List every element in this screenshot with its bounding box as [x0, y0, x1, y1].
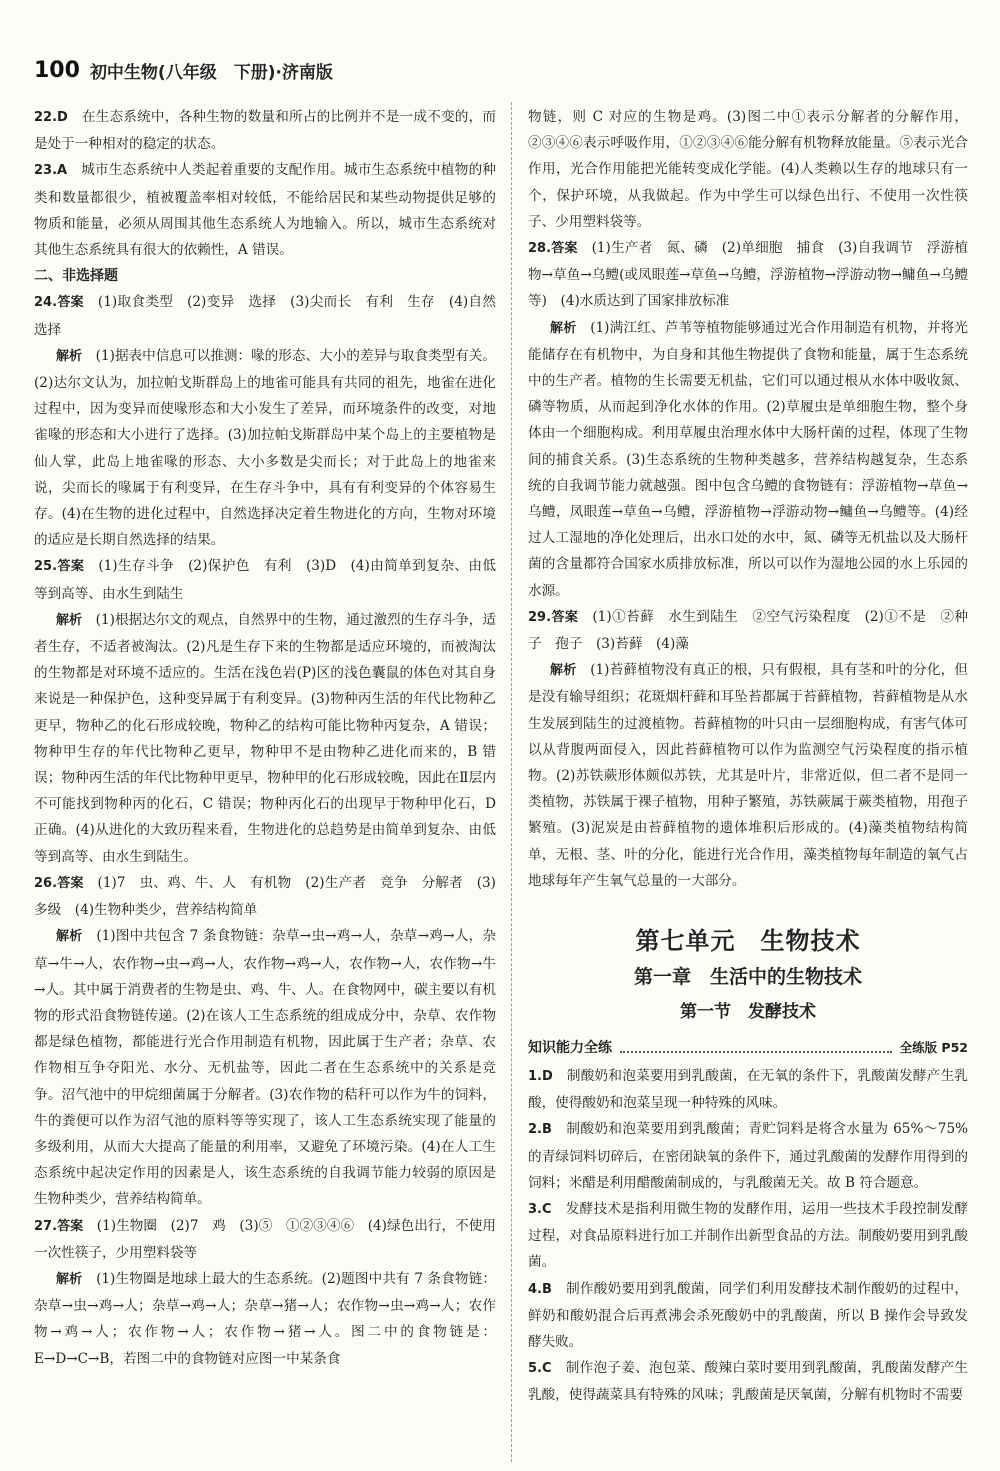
question-text: 制酸奶和泡菜要用到乳酸菌；青贮饲料是将含水量为 65%～75% 的青绿饲料切碎后，在密闭缺氧的条件下，通过乳酸菌的发酵作用得到的饲料；米醋是利用醋酸菌制成的，与乳酸菌无关。故 B 符合题意。	[528, 1121, 969, 1191]
question-27-analysis	[34, 1266, 496, 1372]
answer-text: (1)取食类型 (2)变异 选择 (3)尖而长 有利 生存 (4)自然选择	[34, 294, 496, 338]
section-title: 第一节 发酵技术	[680, 1001, 816, 1022]
section-heading: 二、非选择题	[34, 268, 118, 285]
page-number: 100	[34, 58, 80, 83]
question-28-analysis	[528, 315, 968, 604]
question-text: 制作泡子姜、泡包菜、酸辣白菜时要用到乳酸菌，乳酸菌发酵产生乳酸，使得蔬菜具有特殊的风味；乳酸菌是厌氧菌，分解有机物时不需要	[528, 1360, 968, 1404]
question-27-analysis-continued: 物链，则 C 对应的生物是鸡。(3)图二中①表示分解者的分解作用，②③④⑥表示呼吸作用，①②③④⑥能分解有机物释放能量。⑤表示光合作用，光合作用能把光能转变成化学能。(4)人类赖以生存的地球只有一个，保护环境，从我做起。作为中学生可以绿色出行、不使用一次性筷子、少用塑料袋等。	[528, 109, 968, 230]
question-number: 1.D	[528, 1068, 553, 1084]
question-25-answer	[34, 553, 496, 606]
question-number: 4.B	[528, 1281, 552, 1297]
question-number: 5.C	[528, 1361, 552, 1377]
question-28-answer	[528, 235, 968, 315]
question-number: 25.	[34, 559, 58, 575]
question-22	[34, 104, 496, 157]
knowledge-question-5	[528, 1355, 968, 1408]
question-27-answer	[34, 1213, 496, 1266]
question-number: 24.	[34, 295, 58, 311]
analysis-label: 解析	[56, 929, 83, 945]
question-number: 3.C	[528, 1201, 552, 1217]
question-25-analysis	[34, 607, 496, 870]
answer-label: 答案	[57, 875, 84, 891]
question-number: 27.	[34, 1218, 58, 1234]
question-text: 制作酸奶要用到乳酸菌，同学们利用发酵技术制作酸奶的过程中，鲜奶和酸奶混合后再煮沸会杀死酸奶中的乳酸菌，所以 B 操作会导致发酵失败。	[528, 1280, 969, 1350]
analysis-text: (1)生物圈是地球上最大的生态系统。(2)题图中共有 7 条食物链：杂草→虫→鸡→人；杂草→鸡→人；杂草→猪→人；农作物→虫→鸡→人；农作物→鸡→人；农作物→人；农作物→猪→人。图二中的食物链是：E→D→C→B，若图二中的食物链对应图一中某条食	[34, 1270, 496, 1367]
answer-text: (1)生产者 氮、磷 (2)单细胞 捕食 (3)自我调节 浮游植物→草鱼→乌鳢(或凤眼莲→草鱼→乌鳢，浮游植物→浮游动物→鳙鱼→乌鳢等) (4)水质达到了国家排放标准	[528, 240, 968, 310]
analysis-text: (1)根据达尔文的观点，自然界中的生物，通过激烈的生存斗争，适者生存，不适者被淘汰。(2)凡是生存下来的生物都是适应环境的，而被淘汰的生物都是对环境不适应的。生活在浅色岩(P)区的浅色囊鼠的体色对其自身来说是一种保护色，这种变异属于有利变异。(3)物种丙生活的年代比物种乙更早，物种乙的化石形成较晚，物种乙的结构可能比物种丙复杂，A 错误；物种甲生存的年代比物种乙更早，物种甲不是由物种乙进化而来的，B 错误；物种丙生活的年代比物种甲更早，物种甲的化石形成较晚，因此在Ⅱ层内不可能找到物种丙的化石，C 错误；物种丙化石的出现早于物种甲化石，D 正确。(4)从进化的大致历程来看，生物进化的总趋势是由简单到复杂、由低等到高等、由水生到陆生。	[34, 611, 497, 865]
unit-title: 第七单元 生物技术	[635, 927, 861, 956]
question-number: 23.A	[34, 163, 68, 179]
analysis-label: 解析	[56, 612, 83, 628]
analysis-text: (1)据表中信息可以推测：喙的形态、大小的差异与取食类型有关。(2)达尔文认为，加拉帕戈斯群岛上的地雀可能具有共同的祖先，地雀在进化过程中，因为变异而使喙形态和大小发生了差异，而环境条件的改变，对地雀喙的形态和大小进行了选择。(3)加拉帕戈斯群岛中某个岛上的主要植物是仙人掌，此岛上地雀喙的形态、大小多数是尖而长；对于此岛上的地雀来说，尖而长的喙属于有利变异，在生存斗争中，具有有利变异的个体容易生存。(4)在生物的进化过程中，自然选择决定着生物进化的方向，生物对环境的适应是长期自然选择的结果。	[34, 347, 497, 549]
question-number: 29.	[528, 609, 552, 625]
analysis-label: 解析	[550, 663, 577, 679]
answer-text: (1)生存斗争 (2)保护色 有利 (3)D (4)由简单到复杂、由低等到高等、由水生到陆生	[34, 558, 496, 602]
question-number: 28.	[528, 241, 552, 257]
answer-text: (1)①苔藓 水生到陆生 ②空气污染程度 (2)①不是 ②种子 孢子 (3)苔藓 (4)藻	[528, 608, 968, 653]
knowledge-question-2	[528, 1116, 968, 1196]
question-text: 在生态系统中，各种生物的数量和所占的比例并不是一成不变的，而是处于一种相对的稳定的状态。	[34, 109, 496, 153]
page-header	[34, 58, 333, 83]
question-29-answer	[528, 604, 968, 657]
question-text: 发酵技术是指利用微生物的发酵作用，运用一些技术手段控制发酵过程，对食品原料进行加工并制作出新型食品的方法。制酸奶要用到乳酸菌。	[528, 1200, 968, 1271]
knowledge-question-3	[528, 1196, 968, 1276]
answer-label: 答案	[551, 609, 579, 625]
question-29-analysis	[528, 657, 968, 894]
right-column	[528, 104, 968, 1409]
chapter-title: 第一章 生活中的生物技术	[633, 966, 862, 989]
analysis-text: (1)图中共包含 7 条食物链：杂草→虫→鸡→人，杂草→鸡→人，杂草→牛→人，农作物→虫→鸡→人，农作物→鸡→人，农作物→人，农作物→牛→人。其中属于消费者的生物是虫、鸡、牛、人。在食物网中，碳主要以有机物的形式沿食物链传递。(2)在该人工生态系统的组成成分中，杂草、农作物都是绿色植物，都能进行光合作用制造有机物，因此属于生产者；杂草、农作物相互争夺阳光、水分、无机盐等，因此二者在生态系统中的关系是竞争。沼气池中的甲烷细菌属于分解者。(3)农作物的秸秆可以作为牛的饲料，牛的粪便可以作为沼气池的原料等等实现了，该人工生态系统实现了能量的多级利用，从而大大提高了能量的利用率，又避免了环境污染。(4)在人工生态系统中起决定作用的因素是人，该生态系统的自我调节能力较弱的原因是生物种类少，营养结构简单。	[34, 928, 496, 1208]
question-text: 城市生态系统中人类起着重要的支配作用。城市生态系统中植物的种类和数量都很少，植被覆盖率相对较低，不能给居民和某些动物提供足够的物质和能量，必须从周围其他生态系统人为地输入。所以，城市生态系统对其他生态系统具有很大的依赖性，A 错误。	[34, 162, 496, 259]
column-divider	[511, 102, 512, 1462]
question-26-answer	[34, 870, 496, 923]
analysis-label: 解析	[550, 320, 577, 336]
knowledge-question-1	[528, 1063, 968, 1116]
answer-text: (1)生物圈 (2)7 鸡 (3)⑤ ①②③④⑥ (4)绿色出行，不使用一次性筷子，少用塑料袋等	[34, 1217, 497, 1261]
question-26-analysis	[34, 923, 496, 1212]
dotted-leader	[620, 1043, 892, 1053]
answer-label: 答案	[57, 295, 84, 311]
knowledge-practice-bar	[528, 1035, 968, 1061]
left-column	[34, 104, 496, 1372]
answer-label: 答案	[551, 241, 578, 257]
analysis-label: 解析	[56, 1271, 83, 1287]
analysis-label: 解析	[56, 348, 83, 364]
question-number: 22.D	[34, 110, 68, 125]
question-24-answer	[34, 289, 496, 342]
question-text: 制酸奶和泡菜要用到乳酸菌，在无氧的条件下，乳酸菌发酵产生乳酸，使得酸奶和泡菜呈现一种特殊的风味。	[528, 1067, 969, 1112]
analysis-text: (1)满江红、芦苇等植物能够通过光合作用制造有机物，并将光能储存在有机物中，为自身和其他生物提供了食物和能量，属于生态系统中的生产者。植物的生长需要无机盐，它们可以通过根从水体中吸收氮、磷等物质，从而起到净化水体的作用。(2)草履虫是单细胞生物，整个身体由一个细胞构成。利用草履虫治理水体中大肠杆菌的过程，体现了生物间的捕食关系。(3)生态系统的生物种类越多，营养结构越复杂，生态系统的自我调节能力就越强。图中包含乌鳢的食物链有：浮游植物→草鱼→乌鳢，凤眼莲→草鱼→乌鳢，浮游植物→浮游动物→鳙鱼→乌鳢等。(4)经过人工湿地的净化处理后，出水口处的水中，氮、磷等无机盐以及大肠杆菌的含量都符合国家水质排放标准，所以可以作为湿地公园的水上乐园的水源。	[528, 319, 968, 599]
knowledge-label: 知识能力全练	[528, 1039, 612, 1056]
question-number: 26.	[34, 875, 58, 891]
answer-text: (1)7 虫、鸡、牛、人 有机物 (2)生产者 竞争 分解者 (3)多级 (4)生物种类少，营养结构简单	[34, 874, 496, 919]
knowledge-question-4	[528, 1276, 968, 1356]
answer-label: 答案	[57, 1218, 84, 1234]
book-title: 初中生物(八年级 下册)·济南版	[89, 63, 333, 83]
answer-label: 答案	[57, 559, 85, 575]
analysis-text: (1)苔藓植物没有真正的根，只有假根，具有茎和叶的分化，但是没有输导组织；花斑烟杆藓和耳坠苔都属于苔藓植物，苔藓植物是从水生发展到陆生的过渡植物。苔藓植物的叶只由一层细胞构成，有害气体可以从背腹两面侵入，因此苔藓植物可以作为监测空气污染程度的指示植物。(2)苏铁蕨形体颇似苏铁，尤其是叶片，非常近似，但二者不是同一类植物，苏铁属于裸子植物，用种子繁殖，苏铁蕨属于蕨类植物，用孢子繁殖。(3)泥炭是由苔藓植物的遗体堆积后形成的。(4)藻类植物结构简单，无根、茎、叶的分化，能进行光合作用，藻类植物每年制造的氧气占地球每年产生氧气总量的一大部分。	[528, 662, 968, 889]
question-24-analysis	[34, 343, 496, 554]
question-23	[34, 157, 496, 263]
page-reference: 全练版 P52	[899, 1039, 968, 1055]
question-number: 2.B	[528, 1122, 552, 1138]
